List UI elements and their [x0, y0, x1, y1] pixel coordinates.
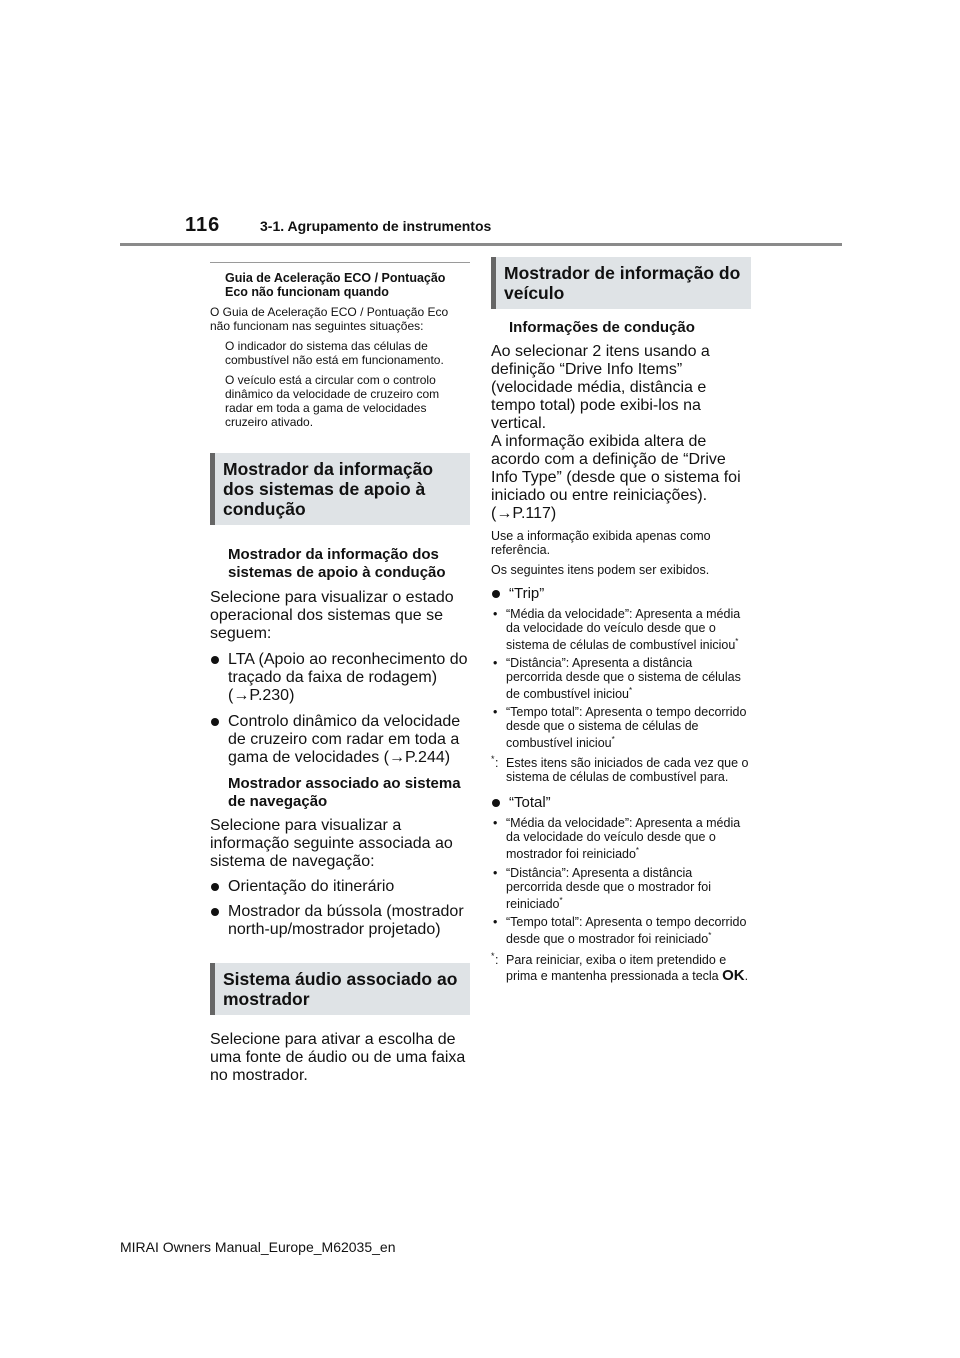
- footer-text: MIRAI Owners Manual_Europe_M62035_en: [120, 1239, 396, 1255]
- section-heading-vehicle-info: Mostrador de informação do veículo: [491, 257, 751, 309]
- subheading-navigation: Mostrador associado ao sistema de navegação: [228, 775, 461, 810]
- subheading-driving-info: Informações de condução: [509, 319, 695, 336]
- subheading-driving-support: Mostrador da informação dos sistemas de apoio à condução: [228, 546, 446, 581]
- paragraph: Selecione para visualizar o estado operacional dos sistemas que se seguem:: [210, 589, 454, 642]
- left-column: [210, 262, 470, 1085]
- ok-key-icon: OK: [722, 966, 745, 984]
- trip-item: • “Distância”: Apresenta a distância percorrida desde que o sistema de células de combustível iniciou*: [491, 656, 751, 701]
- section-heading-driving-support: Mostrador da informação dos sistemas de apoio à condução: [210, 453, 470, 525]
- trip-item: • “Média da velocidade”: Apresenta a média da velocidade do veículo desde que o sistema de células de combustível iniciou*: [491, 607, 751, 652]
- trip-label: “Trip”: [491, 585, 751, 603]
- paragraph: Selecione para ativar a escolha de uma fonte de áudio ou de uma faixa no mostrador.: [210, 1031, 466, 1084]
- total-item: • “Tempo total”: Apresenta o tempo decorrido desde que o mostrador foi reiniciado*: [491, 915, 751, 946]
- note-title: Guia de Aceleração ECO / Pontuação Eco não funcionam quando: [225, 271, 446, 299]
- bullet-item: Mostrador da bússola (mostrador north-up/mostrador projetado): [210, 903, 470, 939]
- note-item: O indicador do sistema das células de combustível não está em funcionamento.: [225, 339, 444, 367]
- paragraph: Ao selecionar 2 itens usando a definição “Drive Info Items” (velocidade média, distância e tempo total) pode exibi-los na vertical.: [491, 343, 710, 432]
- total-item: • “Média da velocidade”: Apresenta a média da velocidade do veículo desde que o mostrador foi reiniciado*: [491, 816, 751, 861]
- right-column: [491, 257, 751, 984]
- trip-footnote: * : Estes itens são iniciados de cada vez que o sistema de células de combustível para.: [491, 754, 749, 785]
- bullet-item: Controlo dinâmico da velocidade de cruzeiro com radar em toda a gama de velocidades (→P.244): [210, 713, 470, 767]
- total-label: “Total”: [491, 794, 751, 812]
- total-footnote: * : Para reiniciar, exiba o item pretendido e prima e mantenha pressionada a tecla OK.: [491, 950, 749, 984]
- bullet-item: Orientação do itinerário: [210, 878, 470, 896]
- note-body: O Guia de Aceleração ECO / Pontuação Eco não funcionam nas seguintes situações:: [210, 305, 449, 333]
- trip-item: • “Tempo total”: Apresenta o tempo decorrido desde que o sistema de células de combustível iniciou*: [491, 705, 751, 750]
- section-heading-audio: Sistema áudio associado ao mostrador: [210, 963, 470, 1015]
- note-box: [210, 262, 470, 429]
- note-text: Use a informação exibida apenas como referência.: [491, 529, 711, 557]
- paragraph: Selecione para visualizar a informação seguinte associada ao sistema de navegação:: [210, 817, 453, 870]
- header-rule: [120, 243, 842, 246]
- note-item: O veículo está a circular com o controlo dinâmico da velocidade de cruzeiro com radar em toda a gama de velocidades cruzeiro ativado.: [225, 373, 440, 429]
- bullet-item: LTA (Apoio ao reconhecimento do traçado da faixa de rodagem) (→P.230): [210, 651, 470, 705]
- section-title: 3-1. Agrupamento de instrumentos: [260, 218, 492, 234]
- total-item: • “Distância”: Apresenta a distância percorrida desde que o mostrador foi reiniciado*: [491, 866, 751, 911]
- paragraph: A informação exibida altera de acordo com a definição de “Drive Info Type” (desde que o sistema foi iniciado ou entre reiniciações). (→P.117): [491, 433, 741, 522]
- note-text: Os seguintes itens podem ser exibidos.: [491, 563, 710, 577]
- page-number: 116: [185, 214, 221, 236]
